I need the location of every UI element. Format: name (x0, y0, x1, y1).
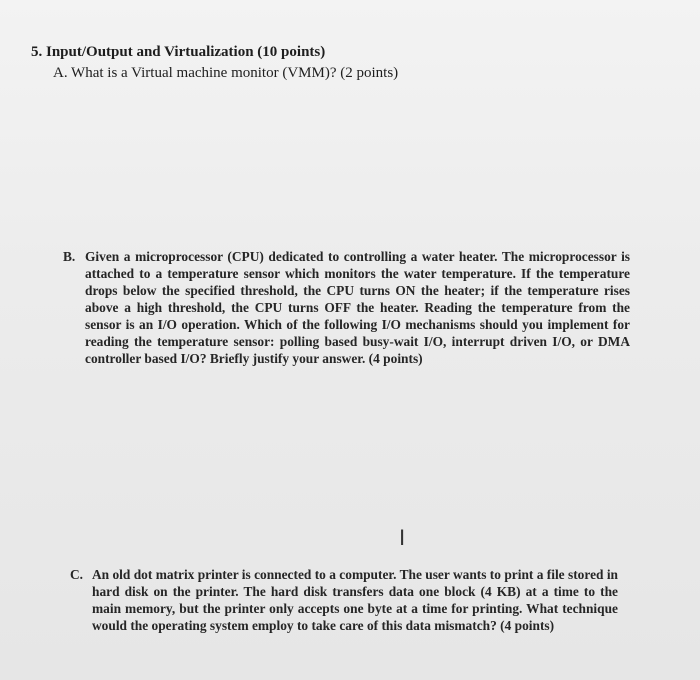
question-a: A. What is a Virtual machine monitor (VMM)? (2 points) (53, 65, 399, 81)
section-heading: 5. Input/Output and Virtualization (10 points) (31, 44, 326, 60)
text-cursor-icon: I (399, 526, 406, 550)
question-c-text: An old dot matrix printer is connected to a computer. The user wants to print a file stored in hard disk on the printer. The hard disk transfers data one block (4 KB) at a time to the main memory, but the printer only accepts one byte at a time for printing. What technique would the operating system employ to take care of this data mismatch? (4 points) (92, 567, 618, 633)
question-b-label: B. (63, 249, 76, 264)
question-c-label: C. (70, 567, 84, 582)
question-b (63, 248, 630, 367)
question-c (70, 566, 618, 634)
question-b-text: Given a microprocessor (CPU) dedicated to controlling a water heater. The microprocessor is attached to a temperature sensor which monitors the water temperature. If the temperature drops below the specified threshold, the CPU turns ON the heater; if the temperature rises above a high threshold, the CPU turns OFF the heater. Reading the temperature from the sensor is an I/O operation. Which of the following I/O mechanisms should you implement for reading the temperature sensor: polling based busy-wait I/O, interrupt driven I/O, or DMA controller based I/O? Briefly justify your answer. (4 points) (85, 249, 630, 366)
